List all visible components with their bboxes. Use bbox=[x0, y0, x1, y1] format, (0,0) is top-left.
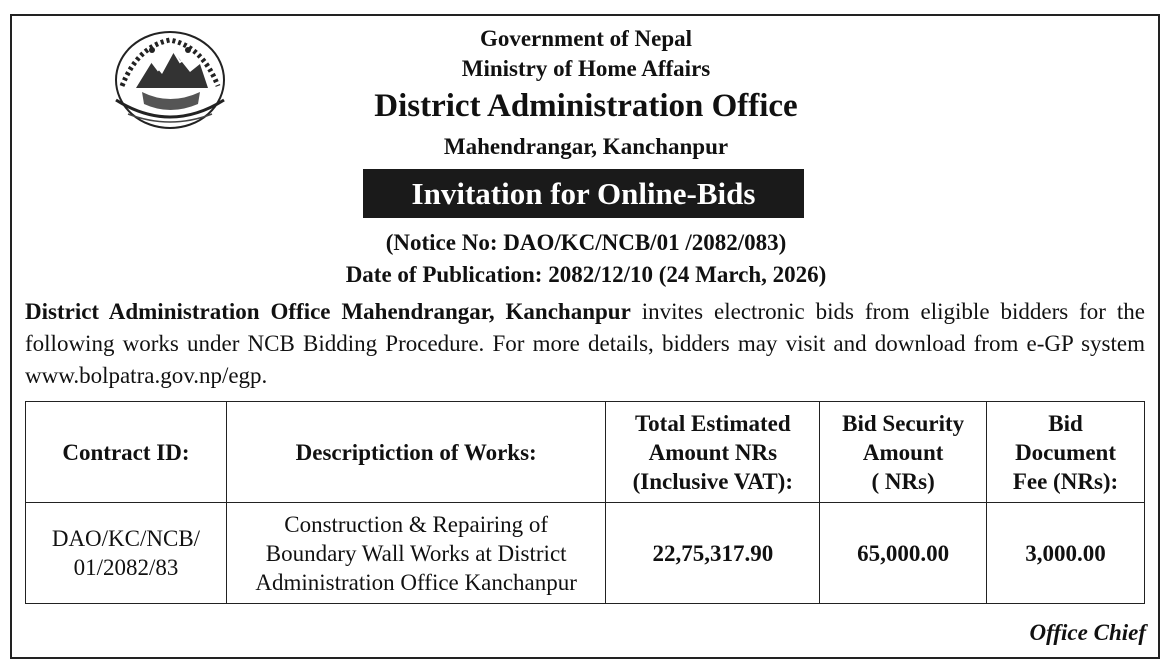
header-security-line: ( NRs) bbox=[871, 468, 935, 494]
publication-date: Date of Publication: 2082/12/10 (24 March, 2026) bbox=[345, 262, 827, 287]
invitation-banner: Invitation for Online-Bids bbox=[363, 169, 804, 218]
intro-text: invites electronic bids from eligible bidders for the following works under NCB Bidding Procedure. For more details, bidders may visit and download from e-GP system www.bolpatra.gov.np/egp. bbox=[25, 299, 1145, 388]
header-security-line: Bid Security bbox=[842, 410, 965, 436]
cell-estimate: 22,75,317.90 bbox=[606, 503, 820, 604]
header-estimate-line: Total Estimated bbox=[634, 410, 791, 436]
cell-contract-id bbox=[26, 503, 227, 604]
cell-description bbox=[226, 503, 606, 604]
notice-number: (Notice No: DAO/KC/NCB/01 /2082/083) bbox=[385, 230, 787, 255]
header-description: Descriptiction of Works: bbox=[226, 402, 606, 503]
cell-fee: 3,000.00 bbox=[987, 503, 1145, 604]
office-title: District Administration Office bbox=[374, 88, 798, 124]
description-line: Construction & Repairing of bbox=[284, 511, 549, 537]
description-line: Boundary Wall Works at District bbox=[265, 540, 567, 566]
signature: Office Chief bbox=[1029, 620, 1146, 645]
header-fee-line: Document bbox=[1015, 439, 1116, 465]
cell-security: 65,000.00 bbox=[820, 503, 987, 604]
intro-paragraph bbox=[25, 296, 1145, 392]
table-header-row bbox=[26, 402, 1145, 503]
government-heading: Government of Nepal bbox=[479, 26, 693, 51]
description-line: Administration Office Kanchanpur bbox=[255, 569, 577, 595]
header-fee bbox=[987, 402, 1145, 503]
header-estimate-line: Amount NRs bbox=[648, 439, 778, 465]
ministry-heading: Ministry of Home Affairs bbox=[461, 56, 711, 81]
header-estimate-line: (Inclusive VAT): bbox=[632, 468, 793, 494]
contract-id-line: 01/2082/83 bbox=[73, 555, 179, 580]
bids-table bbox=[25, 401, 1145, 604]
header-security bbox=[820, 402, 987, 503]
intro-lead: District Administration Office Mahendrangar, Kanchanpur bbox=[25, 299, 631, 324]
header-contract-id: Contract ID: bbox=[26, 402, 227, 503]
header-fee-line: Fee (NRs): bbox=[1012, 468, 1119, 494]
office-location: Mahendrangar, Kanchanpur bbox=[443, 134, 729, 159]
table-row bbox=[26, 503, 1145, 604]
contract-id-line: DAO/KC/NCB/ bbox=[51, 526, 201, 551]
header-estimate bbox=[606, 402, 820, 503]
header-fee-line: Bid bbox=[1048, 410, 1083, 436]
header-security-line: Amount bbox=[862, 439, 944, 465]
